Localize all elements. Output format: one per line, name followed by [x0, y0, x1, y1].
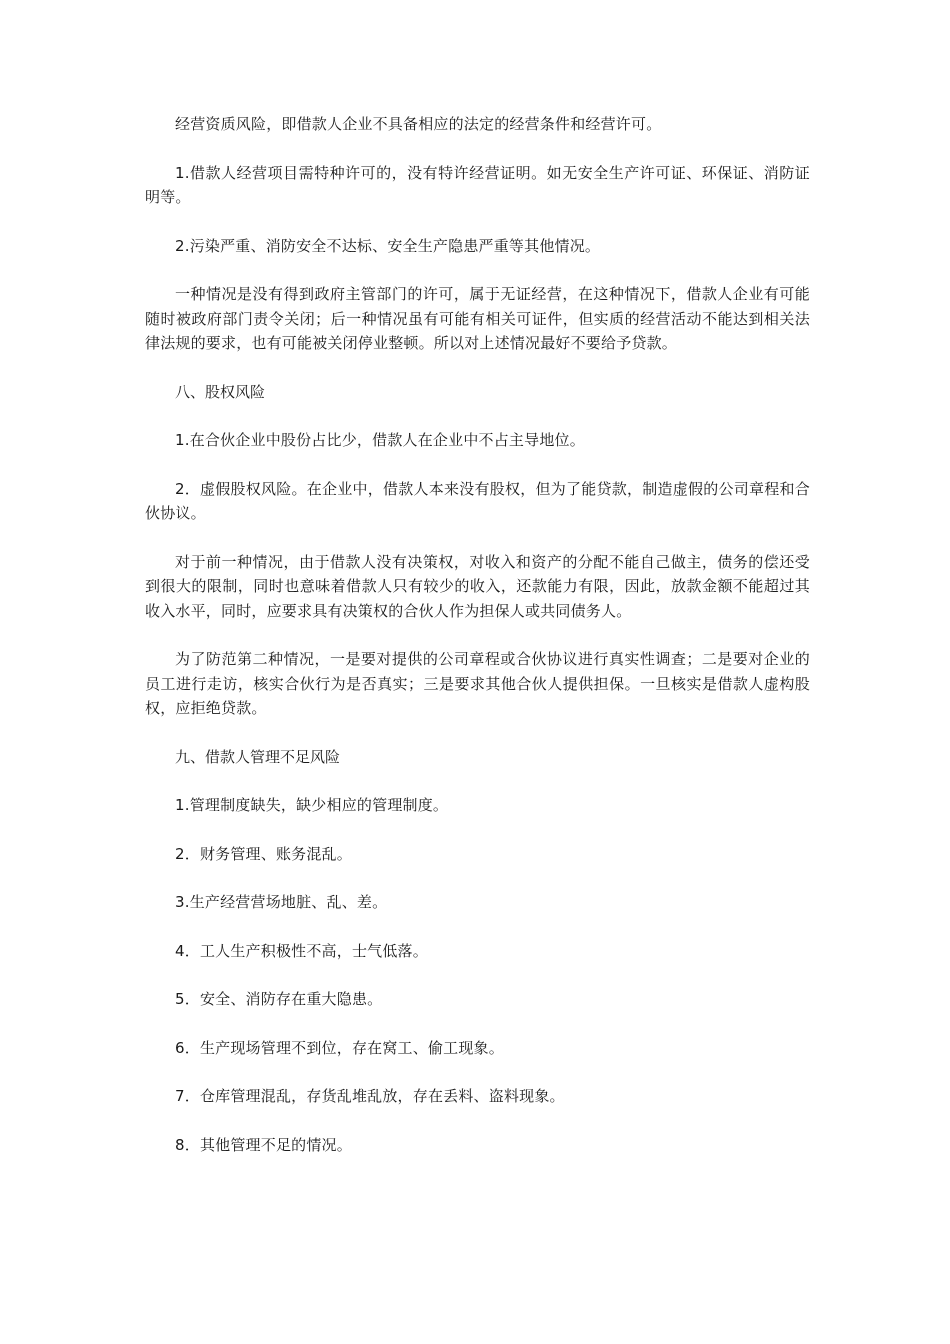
paragraph-equity-item-2: 2．虚假股权风险。在企业中，借款人本来没有股权，但为了能贷款，制造虚假的公司章程和合伙协议。 — [145, 479, 810, 522]
paragraph-management-item-4: 4．工人生产积极性不高，士气低落。 — [175, 941, 428, 960]
section-heading-equity-risk: 八、股权风险 — [175, 382, 266, 401]
paragraph-qualification-risk: 经营资质风险，即借款人企业不具备相应的法定的经营条件和经营许可。 — [175, 115, 662, 133]
paragraph-item-1-special-permit: 1.借款人经营项目需特种许可的，没有特许经营证明。如无安全生产许可证、环保证、消防证明等。 — [145, 163, 810, 206]
paragraph-management-item-6: 6．生产现场管理不到位，存在窝工、偷工现象。 — [175, 1038, 504, 1057]
paragraph-item-2-pollution: 2.污染严重、消防安全不达标、安全生产隐患严重等其他情况。 — [175, 236, 601, 255]
paragraph-management-item-7: 7．仓库管理混乱，存货乱堆乱放，存在丢料、盗料现象。 — [175, 1087, 565, 1105]
paragraph-unlicensed-analysis: 一种情况是没有得到政府主管部门的许可，属于无证经营，在这种情况下，借款人企业有可能随时被政府部门责令关闭；后一种情况虽有可能有相关可证件，但实质的经营活动不能达到相关法律法规的要求，也有可能被关闭停业整顿。所以对上述情况最好不要给予贷款。 — [145, 285, 810, 352]
paragraph-management-item-3: 3.生产经营营场地脏、乱、差。 — [175, 893, 388, 911]
paragraph-management-item-2: 2．财务管理、账务混乱。 — [175, 844, 352, 863]
paragraph-management-item-8: 8．其他管理不足的情况。 — [175, 1135, 352, 1154]
paragraph-equity-analysis-2: 为了防范第二种情况，一是要对提供的公司章程或合伙协议进行真实性调查；二是要对企业的员工进行走访，核实合伙行为是否真实；三是要求其他合伙人提供担保。一旦核实是借款人虚构股权，应拒绝贷款。 — [145, 650, 810, 717]
document-body — [145, 112, 810, 1181]
paragraph-equity-item-1: 1.在合伙企业中股份占比少，借款人在企业中不占主导地位。 — [175, 431, 585, 449]
paragraph-management-item-1: 1.管理制度缺失，缺少相应的管理制度。 — [175, 796, 449, 814]
paragraph-equity-analysis-1: 对于前一种情况，由于借款人没有决策权，对收入和资产的分配不能自己做主，债务的偿还受到很大的限制，同时也意味着借款人只有较少的收入，还款能力有限，因此，放款金额不能超过其收入水平，同时，应要求具有决策权的合伙人作为担保人或共同债务人。 — [145, 552, 810, 620]
paragraph-management-item-5: 5．安全、消防存在重大隐患。 — [175, 990, 383, 1008]
section-heading-management-risk: 九、借款人管理不足风险 — [175, 747, 341, 766]
